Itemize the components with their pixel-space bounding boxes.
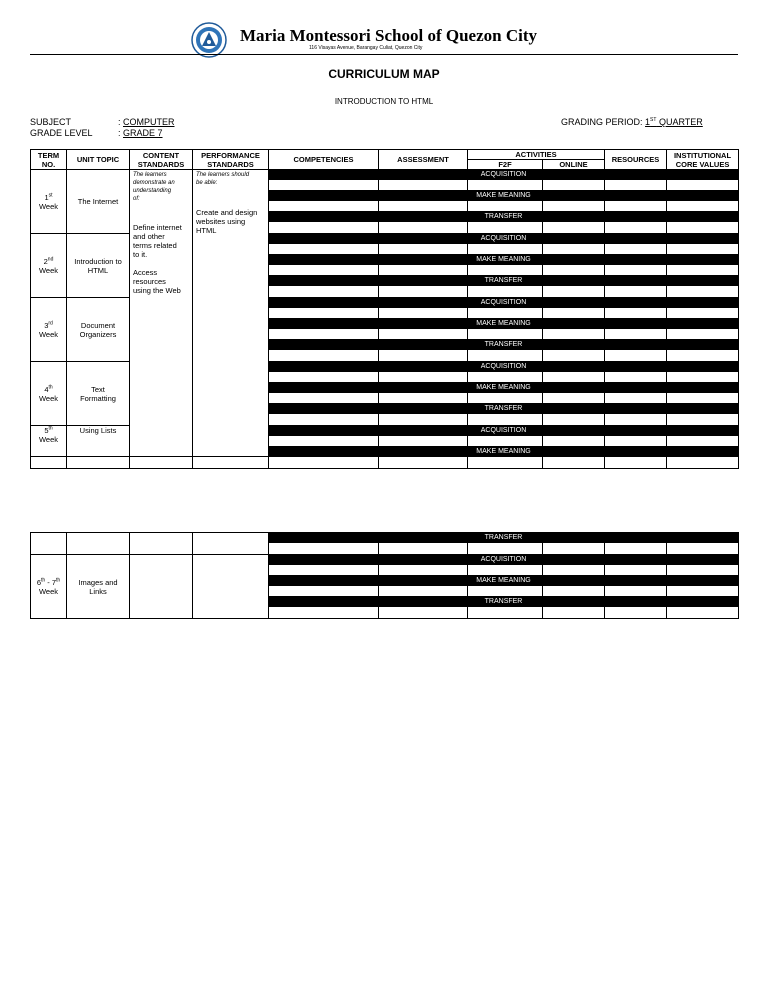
- week-5-row: [31, 457, 739, 469]
- table-cell: [543, 457, 605, 469]
- phase-acquisition: ACQUISITION: [269, 426, 739, 436]
- table-cell: [667, 607, 739, 619]
- header-resources: RESOURCES: [605, 150, 667, 170]
- grade-level-separator: :: [118, 128, 121, 138]
- phase-transfer: TRANSFER: [269, 340, 739, 350]
- table-cell: [468, 457, 543, 469]
- table-cell: [605, 372, 667, 383]
- table-cell: [379, 607, 468, 619]
- week-6-7-content-standards: [130, 555, 193, 619]
- table-cell: [269, 543, 379, 555]
- phase-transfer: TRANSFER: [269, 597, 739, 607]
- table-cell: [379, 244, 468, 255]
- content-standards-cell: [130, 170, 193, 457]
- phase-transfer: TRANSFER: [269, 533, 739, 543]
- performance-standards-cell: [193, 170, 269, 457]
- table-cell: [269, 586, 379, 597]
- grading-period-suffix: ST: [650, 117, 657, 123]
- week-4-term: 4th Week: [31, 362, 67, 426]
- table-cell: [468, 244, 543, 255]
- table-cell: [468, 265, 543, 276]
- table-cell: [468, 414, 543, 426]
- table-cell: [193, 533, 269, 555]
- table-cell: [379, 222, 468, 234]
- header-activities: ACTIVITIES: [468, 150, 605, 160]
- table-cell: [269, 372, 379, 383]
- table-cell: [543, 201, 605, 212]
- week-6-7-term: 6th - 7th Week: [31, 555, 67, 619]
- table-cell: [667, 543, 739, 555]
- table-cell: [67, 457, 130, 469]
- header-competencies: COMPETENCIES: [269, 150, 379, 170]
- table-cell: [667, 350, 739, 362]
- header-unit-topic: UNIT TOPIC: [67, 150, 130, 170]
- table-cell: [269, 265, 379, 276]
- table-cell: [468, 222, 543, 234]
- phase-acquisition: ACQUISITION: [269, 555, 739, 565]
- table-cell: [468, 565, 543, 576]
- table-cell: [605, 244, 667, 255]
- table-cell: [605, 180, 667, 191]
- table-cell: [667, 393, 739, 404]
- week-5-topic: Using Lists: [67, 426, 130, 457]
- performance-standard-1: Create and design websites using HTML: [196, 208, 258, 235]
- table-cell: [468, 350, 543, 362]
- table-cell: [667, 180, 739, 191]
- table-cell: [379, 393, 468, 404]
- table-cell: [468, 201, 543, 212]
- week-2-term: 2nd Week: [31, 234, 67, 298]
- grading-period-value: [645, 117, 703, 127]
- phase-make-meaning: MAKE MEANING: [269, 255, 739, 265]
- table-cell: [379, 436, 468, 447]
- table-cell: [31, 533, 67, 555]
- table-cell: [468, 393, 543, 404]
- phase-make-meaning: MAKE MEANING: [269, 447, 739, 457]
- table-cell: [667, 457, 739, 469]
- table-cell: [468, 308, 543, 319]
- table-cell: [31, 457, 67, 469]
- table-cell: [543, 180, 605, 191]
- curriculum-table: [30, 149, 739, 469]
- table-cell: [605, 607, 667, 619]
- table-cell: [543, 543, 605, 555]
- table-cell: [543, 565, 605, 576]
- table-cell: [379, 457, 468, 469]
- table-cell: [269, 607, 379, 619]
- table-cell: [543, 372, 605, 383]
- table-cell: [667, 222, 739, 234]
- header-row: [31, 150, 739, 160]
- phase-make-meaning: MAKE MEANING: [269, 576, 739, 586]
- header-assessment: ASSESSMENT: [379, 150, 468, 170]
- phase-transfer: TRANSFER: [269, 212, 739, 222]
- table-cell: [269, 329, 379, 340]
- week-1-topic: The Internet: [67, 170, 130, 234]
- table-cell: [543, 265, 605, 276]
- header-core-values: INSTITUTIONAL CORE VALUES: [667, 150, 739, 170]
- table-cell: [667, 329, 739, 340]
- school-address: 116 Visayas Avenue, Barangay Culiat, Quezon City: [309, 45, 423, 51]
- table-cell: [379, 286, 468, 298]
- grade-level-label: GRADE LEVEL: [30, 128, 93, 138]
- content-standard-1: Define internet and other terms related to it.: [133, 223, 182, 259]
- table-cell: [193, 457, 269, 469]
- table-cell: [130, 457, 193, 469]
- table-cell: [605, 329, 667, 340]
- table-cell: [605, 222, 667, 234]
- week-3-topic: Document Organizers: [67, 298, 130, 362]
- table-cell: [269, 308, 379, 319]
- table-cell: [605, 543, 667, 555]
- grading-period-number: 1: [645, 117, 651, 127]
- table-cell: [269, 350, 379, 362]
- table-cell: [605, 350, 667, 362]
- table-cell: [543, 393, 605, 404]
- table-cell: [667, 265, 739, 276]
- table-cell: [468, 543, 543, 555]
- table-cell: [543, 286, 605, 298]
- header-divider: [30, 54, 738, 55]
- phase-transfer: TRANSFER: [269, 404, 739, 414]
- week-3-term: 3rd Week: [31, 298, 67, 362]
- phase-make-meaning: MAKE MEANING: [269, 191, 739, 201]
- week-1-acquisition-row: [31, 170, 739, 180]
- table-cell: [667, 308, 739, 319]
- week-5-term: 5th Week: [31, 426, 67, 457]
- table-cell: [667, 586, 739, 597]
- table-cell: [468, 372, 543, 383]
- table-cell: [468, 180, 543, 191]
- week-1-term: 1st Week: [31, 170, 67, 234]
- content-standard-2: Access resources using the Web: [133, 268, 181, 295]
- table-cell: [667, 372, 739, 383]
- phase-acquisition: ACQUISITION: [269, 234, 739, 244]
- table-cell: [667, 201, 739, 212]
- curriculum-table-continued: [30, 532, 739, 619]
- table-cell: [667, 244, 739, 255]
- table-cell: [605, 414, 667, 426]
- table-cell: [379, 350, 468, 362]
- school-name: Maria Montessori School of Quezon City: [240, 26, 537, 45]
- grading-period-quarter: QUARTER: [656, 117, 703, 127]
- table-cell: [605, 436, 667, 447]
- grading-period: [561, 117, 703, 127]
- subject-separator: :: [118, 117, 121, 127]
- table-cell: [667, 436, 739, 447]
- table-cell: [543, 222, 605, 234]
- table-cell: [269, 436, 379, 447]
- header-content-standards: CONTENT STANDARDS: [130, 150, 193, 170]
- phase-acquisition: ACQUISITION: [269, 170, 739, 180]
- table-cell: [379, 565, 468, 576]
- grade-level-value: GRADE 7: [123, 128, 163, 138]
- table-cell: [605, 457, 667, 469]
- table-cell: [543, 329, 605, 340]
- table-cell: [379, 414, 468, 426]
- phase-acquisition: ACQUISITION: [269, 362, 739, 372]
- phase-make-meaning: MAKE MEANING: [269, 319, 739, 329]
- table-cell: [468, 329, 543, 340]
- table-cell: [379, 265, 468, 276]
- performance-standards-intro: The learners should be able:: [196, 172, 250, 186]
- header-online: ONLINE: [543, 160, 605, 170]
- table-cell: [379, 201, 468, 212]
- table-cell: [543, 350, 605, 362]
- table-cell: [605, 586, 667, 597]
- phase-make-meaning: MAKE MEANING: [269, 383, 739, 393]
- table-cell: [269, 565, 379, 576]
- subject-value: COMPUTER: [123, 117, 175, 127]
- table-cell: [468, 586, 543, 597]
- phase-transfer: TRANSFER: [269, 276, 739, 286]
- week-4-topic: Text Formatting: [67, 362, 130, 426]
- table-cell: [605, 565, 667, 576]
- week-6-acquisition-row: [31, 555, 739, 565]
- table-cell: [543, 607, 605, 619]
- table-cell: [269, 286, 379, 298]
- table-cell: [379, 543, 468, 555]
- week-2-topic: Introduction to HTML: [67, 234, 130, 298]
- table-cell: [269, 180, 379, 191]
- table-cell: [543, 308, 605, 319]
- table-cell: [605, 286, 667, 298]
- grading-period-label: GRADING PERIOD:: [561, 117, 643, 127]
- table-cell: [468, 607, 543, 619]
- school-logo: [191, 22, 227, 58]
- table-cell: [379, 586, 468, 597]
- table-cell: [130, 533, 193, 555]
- document-subtitle: INTRODUCTION TO HTML: [334, 97, 434, 106]
- header-performance-standards: PERFORMANCE STANDARDS: [193, 150, 269, 170]
- week-6-7-topic: Images and Links: [67, 555, 130, 619]
- table-cell: [379, 372, 468, 383]
- table-cell: [468, 436, 543, 447]
- table-cell: [269, 414, 379, 426]
- table-cell: [605, 308, 667, 319]
- header-f2f: F2F: [468, 160, 543, 170]
- table-cell: [67, 533, 130, 555]
- header-term-no: TERM NO.: [31, 150, 67, 170]
- phase-acquisition: ACQUISITION: [269, 298, 739, 308]
- table-cell: [269, 457, 379, 469]
- document-title: CURRICULUM MAP: [328, 67, 440, 81]
- table-cell: [667, 286, 739, 298]
- table-cell: [468, 286, 543, 298]
- week-6-7-performance-standards: [193, 555, 269, 619]
- table-cell: [667, 414, 739, 426]
- table-cell: [543, 414, 605, 426]
- table-cell: [269, 222, 379, 234]
- table-cell: [543, 586, 605, 597]
- table-cell: [269, 244, 379, 255]
- table-cell: [379, 308, 468, 319]
- week-5-transfer-row: [31, 533, 739, 543]
- table-cell: [605, 201, 667, 212]
- table-cell: [269, 393, 379, 404]
- subject-label: SUBJECT: [30, 117, 72, 127]
- table-cell: [667, 565, 739, 576]
- table-cell: [379, 180, 468, 191]
- content-standards-intro: The learners demonstrate an understanding of:: [133, 172, 175, 202]
- table-cell: [379, 329, 468, 340]
- table-cell: [605, 393, 667, 404]
- table-cell: [543, 436, 605, 447]
- table-cell: [605, 265, 667, 276]
- table-cell: [543, 244, 605, 255]
- table-cell: [269, 201, 379, 212]
